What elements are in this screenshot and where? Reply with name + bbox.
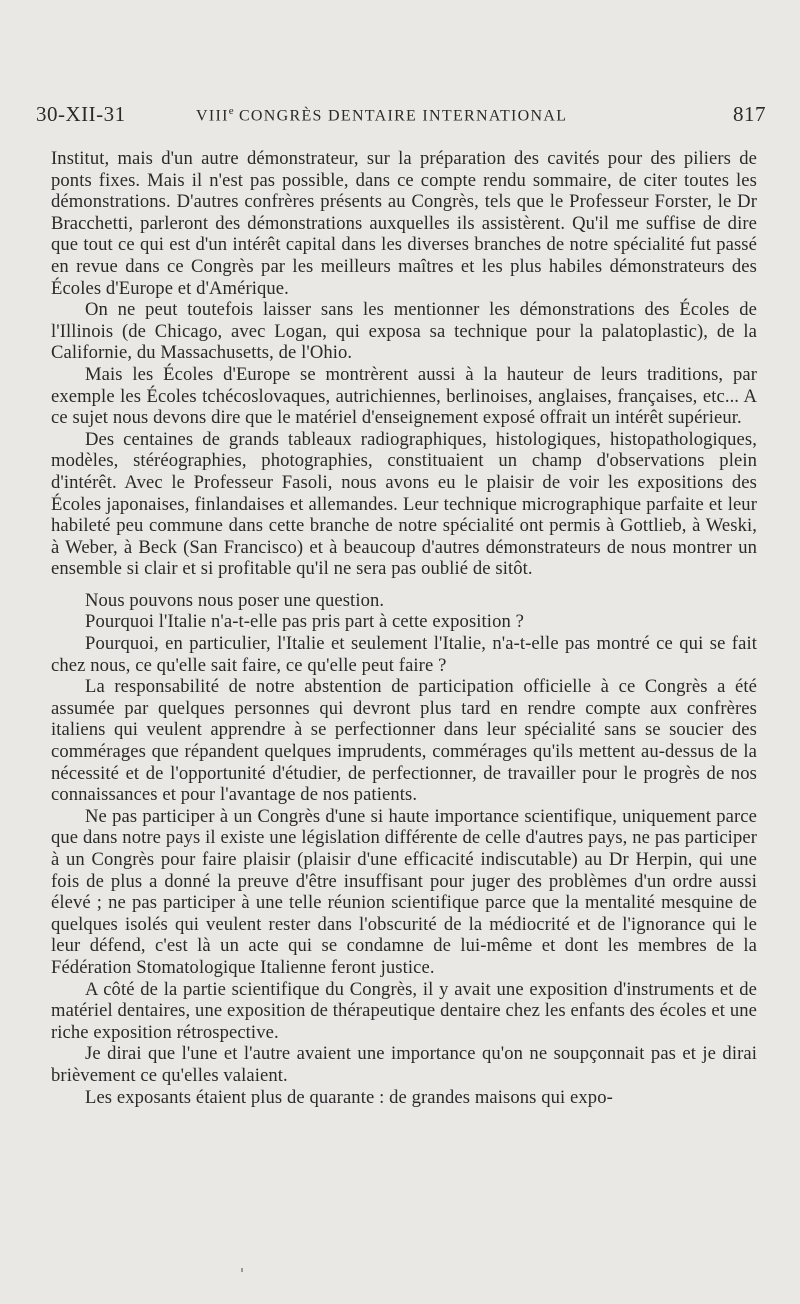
- paragraph: On ne peut toutefois laisser sans les mentionner les démonstrations des Écoles de l'Illinois (de Chicago, avec Logan, qui exposa sa technique pour la palatoplastic), de la Californie, du Massachusetts, de l'Ohio.: [51, 299, 757, 364]
- paper-speck: [241, 1268, 243, 1272]
- paragraph: Pourquoi l'Italie n'a-t-elle pas pris part à cette exposition ?: [85, 611, 524, 633]
- paragraph: Nous pouvons nous poser une question.: [85, 589, 385, 611]
- paragraph: Les exposants étaient plus de quarante : de grandes maisons qui expo-: [85, 1086, 613, 1108]
- header-title-sup: e: [228, 105, 234, 117]
- header-date: 30-XII-31: [36, 102, 126, 126]
- body-text: [51, 148, 757, 1108]
- header-title-prefix: VIII: [196, 107, 229, 125]
- paragraph: Des centaines de grands tableaux radiographiques, histologiques, histopathologiques, modèles, stéréographies, photographies, constituaient un champ d'observations plein d'intérêt. Avec le Professeur Fasoli, nous avons eu le plaisir de voir les expositions des Écoles japonaises, finlandaises et allemandes. Leur technique micrographique parfaite et leur habileté peu commune dans cette branche de notre spécialité ont permis à Gottlieb, à Weski, à Weber, à Beck (San Francisco) et à beaucoup d'autres démonstrateurs de nous montrer un ensemble si clair et si profitable qu'il ne sera pas oublié de sitôt.: [51, 428, 757, 580]
- header-title-rest: CONGRÈS DENTAIRE INTERNATIONAL: [233, 107, 568, 125]
- page-number: 817: [733, 102, 766, 126]
- paragraph: Ne pas participer à un Congrès d'une si haute importance scientifique, uniquement parce que dans notre pays il existe une législation différente de celle d'autres pays, ne pas participer à un Congrès pour faire plaisir (plaisir d'une efficacité indiscutable) au Dr Herpin, qui une fois de plus a donné la preuve d'être insuffisant pour juger des problèmes d'un ordre aussi élevé ; ne pas participer à une telle réunion scientifique parce que la mentalité mesquine de quelques isolés qui veulent rester dans l'obscurité de la médiocrité et de l'ignorance qui le leur défend, c'est là un acte qui se condamne de lui-même et dont les membres de la Fédération Stomatologique Italienne feront justice.: [51, 805, 757, 978]
- paragraph: La responsabilité de notre abstention de participation officielle à ce Congrès a été assumée par quelques personnes qui devront plus tard en rendre compte aux confrères italiens qui veulent apprendre à se perfectionner dans leur spécialité sans se soucier des commérages que répandent quelques imprudents, commérages qu'ils mettent au-dessus de la nécessité et de l'opportunité d'étudier, de perfectionner, de travailler pour le progrès de nos connaissances et pour l'avantage de nos patients.: [51, 676, 757, 806]
- running-header: [36, 102, 766, 132]
- paragraph: Je dirai que l'une et l'autre avaient une importance qu'on ne soupçonnait pas et je dirai brièvement ce qu'elles valaient.: [51, 1043, 757, 1086]
- header-title: [196, 105, 567, 125]
- paragraph: A côté de la partie scientifique du Congrès, il y avait une exposition d'instruments et de matériel dentaires, une exposition de thérapeutique dentaire chez les enfants des écoles et une riche exposition rétrospective.: [51, 978, 757, 1043]
- paragraph: Mais les Écoles d'Europe se montrèrent aussi à la hauteur de leurs traditions, par exemple les Écoles tchécoslovaques, autrichiennes, berlinoises, anglaises, françaises, etc... A ce sujet nous devons dire que le matériel d'enseignement exposé offrait un intérêt supérieur.: [51, 363, 757, 429]
- paragraph: Pourquoi, en particulier, l'Italie et seulement l'Italie, n'a-t-elle pas montré ce qui se fait chez nous, ce qu'elle sait faire, ce qu'elle peut faire ?: [51, 633, 757, 676]
- paragraph: Institut, mais d'un autre démonstrateur, sur la préparation des cavités pour des piliers de ponts fixes. Mais il n'est pas possible, dans ce compte rendu sommaire, de citer toutes les démonstrations. D'autres confrères présents au Congrès, tels que le Professeur Forster, le Dr Bracchetti, parleront des démonstrations auxquelles ils assistèrent. Qu'il me suffise de dire que tout ce qui est d'un intérêt capital dans les diverses branches de notre spécialité fut passé en revue dans ce Congrès par les meilleurs maîtres et les plus habiles démonstrateurs des Écoles d'Europe et d'Amérique.: [51, 148, 757, 299]
